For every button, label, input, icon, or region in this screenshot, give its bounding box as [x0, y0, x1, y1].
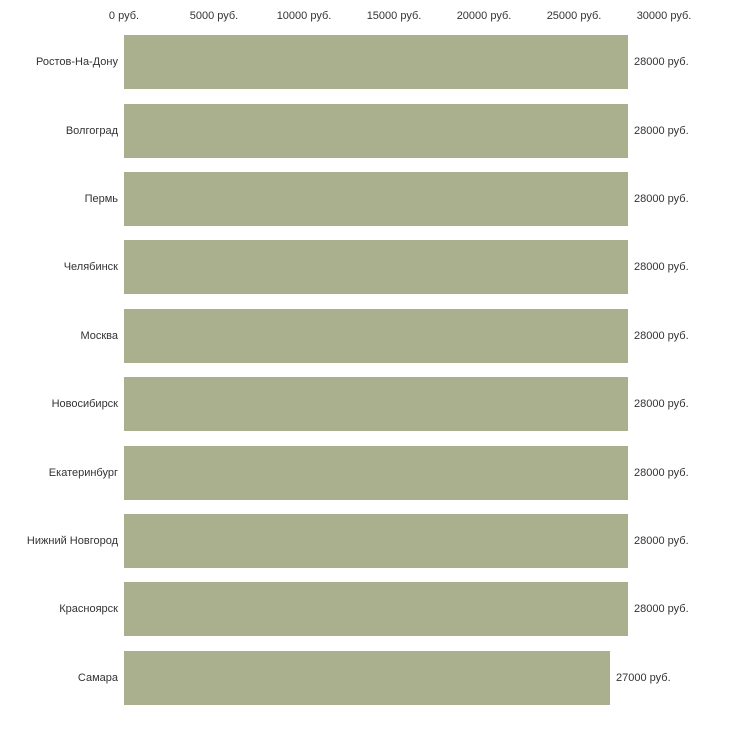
bar[interactable] [124, 309, 628, 363]
bar-row [0, 104, 730, 158]
x-axis-tick-label: 15000 руб. [366, 10, 422, 22]
bar-row [0, 35, 730, 89]
bar-value-label: 28000 руб. [634, 466, 689, 479]
bar-row [0, 240, 730, 294]
bar-row [0, 309, 730, 363]
bar-value-label: 27000 руб. [616, 671, 671, 684]
category-label: Красноярск [59, 603, 118, 616]
bar[interactable] [124, 446, 628, 500]
category-label: Пермь [84, 193, 118, 205]
bar-value-label: 28000 руб. [634, 398, 689, 411]
category-label: Новосибирск [51, 398, 118, 411]
bar-row [0, 172, 730, 226]
x-axis-tick-label: 5000 руб. [189, 10, 239, 22]
bar-row [0, 582, 730, 636]
x-axis-tick-label: 20000 руб. [456, 10, 512, 22]
bar-value-label: 28000 руб. [634, 124, 689, 137]
bar-row [0, 651, 730, 705]
bar[interactable] [124, 377, 628, 431]
bar[interactable] [124, 514, 628, 568]
bar-value-label: 28000 руб. [634, 261, 689, 274]
category-label: Челябинск [63, 261, 118, 274]
x-axis-tick-label: 30000 руб. [636, 10, 692, 22]
category-label: Москва [80, 329, 118, 342]
x-axis-tick-label: 0 руб. [108, 10, 140, 22]
bar[interactable] [124, 35, 628, 89]
bar-value-label: 28000 руб. [634, 56, 689, 69]
category-label: Екатеринбург [48, 466, 118, 479]
bar-row [0, 377, 730, 431]
category-label: Волгоград [65, 124, 118, 137]
x-axis-tick-label: 25000 руб. [546, 10, 602, 22]
bar[interactable] [124, 172, 628, 226]
bar-value-label: 28000 руб. [634, 603, 689, 616]
category-label: Самара [77, 671, 118, 684]
x-axis-tick-label: 10000 руб. [276, 10, 332, 22]
bar[interactable] [124, 240, 628, 294]
bar-value-label: 28000 руб. [634, 329, 689, 342]
bar-row [0, 446, 730, 500]
category-label: Ростов-На-Дону [35, 56, 118, 69]
bar[interactable] [124, 651, 610, 705]
bar[interactable] [124, 104, 628, 158]
bar[interactable] [124, 582, 628, 636]
bar-row [0, 514, 730, 568]
bar-value-label: 28000 руб. [634, 193, 689, 205]
bar-value-label: 28000 руб. [634, 535, 689, 547]
category-label: Нижний Новгород [26, 535, 118, 547]
